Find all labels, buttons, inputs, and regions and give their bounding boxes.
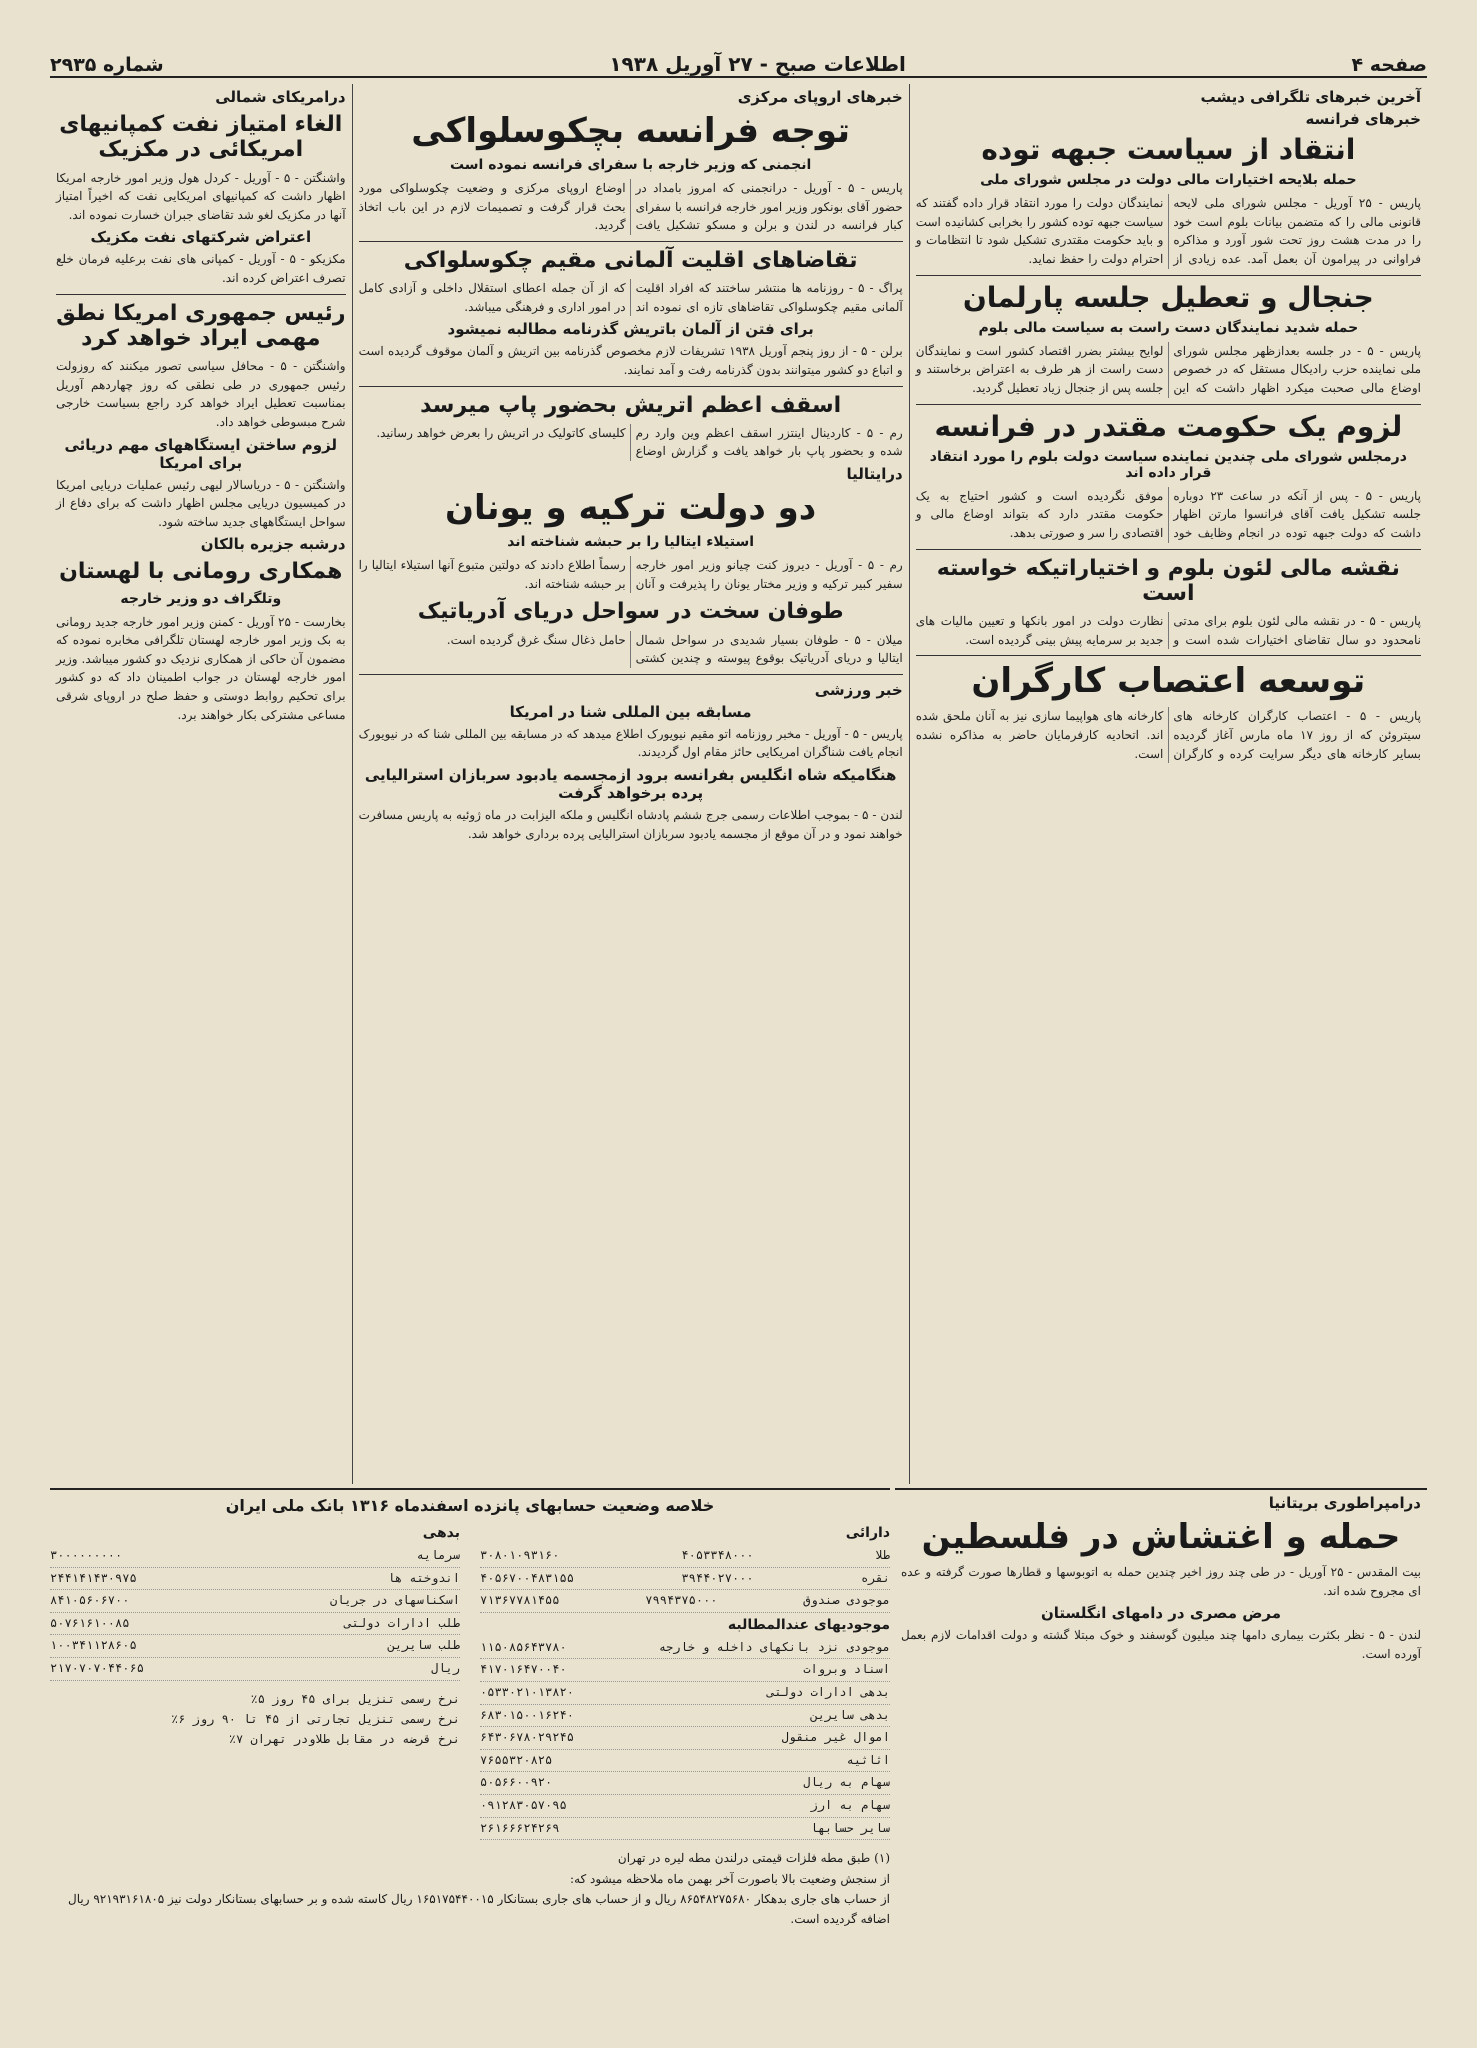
headline-bishop: اسقف اعظم اتریش بحضور پاپ میرسد — [420, 392, 842, 418]
row-value: ۱۱۵۰۸۵۶۴۳۷۸۰ — [480, 1639, 567, 1654]
article-romania-poland: بخارست - ۲۵ آوریل - کمنن وزیر امور خارجه جدید رومانی به بک وزیر امور خارجه لهستان تلگرافی مخابره نموده که مضمون آن حاکی از همکاری نزدیک دو کشور میباشد. وزیر امور خارجه لهستان در جواب اطمینان داد که دو کشور برای تحکیم روابط دوستی و حفظ صلح در اروپای شرقی مساعی مشترکی بکار خواهند برد. — [56, 614, 346, 722]
headline-naval-stations: لزوم ساختن ایستگاههای مهم دریائی برای امریکا — [64, 435, 338, 472]
article-swimming: پاریس - ۵ - آوریل - مخبر روزنامه اتو مقیم نیویورک اطلاع میدهد که در مسابقه بین المللی شنا که در نیویورک انجام یافت شناگران امریکایی حائز مقام اول گردیدند. — [358, 726, 903, 760]
divider — [916, 275, 1421, 276]
row-label: سایر حسابها — [810, 1820, 890, 1835]
table-row — [480, 1795, 890, 1818]
table-row — [480, 1568, 890, 1591]
british-empire-section — [895, 1488, 1427, 2010]
page-number: صفحه ۴ — [1351, 54, 1427, 76]
headline-romania-poland: همکاری رومانی با لهستان — [59, 559, 343, 585]
liabilities-side — [50, 1521, 460, 1840]
row-label: بدهی ادارات دولتی — [767, 1684, 890, 1699]
subhead-tudeh: حمله بلایحه اختیارات مالی دولت در مجلس شورای ملی — [980, 172, 1357, 189]
row-value: ۴۱۷۰۱۶۴۷۰۰۴۰ — [480, 1662, 567, 1677]
divider — [916, 404, 1421, 405]
bank-statement-title: خلاصه وضعیت حسابهای پانزده اسفندماه ۱۳۱۶ بانک ملی ایران — [225, 1496, 715, 1515]
note-line: از سنجش وضعیت بالا باصورت آخر بهمن ماه ملاحظه میشود که: — [570, 1871, 890, 1886]
right-column — [909, 84, 1427, 1484]
row-value: ۵۰۷۶۱۶۱۰۰۸۵ — [50, 1615, 130, 1630]
row-value: ۵۰۵۶۶۰۰۹۲۰ — [480, 1775, 553, 1790]
table-row — [480, 1705, 890, 1728]
article-naval-stations: واشنگتن - ۵ - دریاسالار لیهی رئیس عملیات دریایی امریکا در کمیسیون دریایی مجلس اظهار داشت که برای دفاع از سواحل ایستگاههای جدید ساخته شود. — [56, 477, 346, 529]
row-value: ۴۰۵۶۷۰۰۴۸۳۱۵۵ — [480, 1570, 574, 1585]
subhead-strong-government: درمجلس شورای ملی چندین نماینده سیاست دولت بلوم را مورد انتقاد قرار داده اند — [929, 448, 1407, 481]
table-row — [480, 1659, 890, 1682]
row-value: ۷۱۳۶۷۷۸۱۴۵۵ — [480, 1593, 560, 1608]
table-row — [480, 1750, 890, 1773]
headline-president-speech: رئیس جمهوری امریکا نطق مهمی ایراد خواهد کرد — [56, 300, 346, 351]
row-value: ۶۴۳۰۶۷۸۰۲۹۲۴۵ — [480, 1730, 574, 1745]
row-value: ۲۶۱۶۶۶۲۴۲۶۹ — [480, 1820, 560, 1835]
row-value: ۷۶۵۵۳۲۰۸۲۵ — [480, 1752, 553, 1767]
headline-workers-strike: توسعه اعتصاب کارگران — [971, 661, 1366, 702]
headline-storm: طوفان سخت در سواحل دریای آدریاتیک — [417, 599, 844, 625]
kicker-sport: خبر ورزشی — [814, 680, 903, 699]
row-value: ۸۴۱۰۵۶۰۶۷۰۰ — [50, 1593, 130, 1608]
article-storm: میلان - ۵ - طوفان بسیار شدیدی در سواحل شمال ایتالیا و دریای آدریاتیک بوقوع پیوسته و چندین کشتی حامل ذغال سنگ غرق گردیده است. — [446, 632, 903, 666]
divider — [916, 549, 1421, 550]
row-value: ۴۰۵۳۳۴۸۰۰۰ — [681, 1548, 754, 1562]
headline-strong-government: لزوم یک حکومت مقتدر در فرانسه — [934, 409, 1403, 443]
table-row — [50, 1635, 460, 1658]
row-label: اندوخته ها — [387, 1570, 460, 1585]
headline-swimming: مسابقه بین المللی شنا در امریکا — [509, 702, 752, 721]
table-row — [50, 1568, 460, 1591]
divider — [56, 294, 346, 295]
row-label: طلا — [875, 1548, 890, 1562]
kicker-north-america: درامریکای شمالی — [215, 88, 346, 106]
kicker-france: خبرهای فرانسه — [1305, 110, 1421, 128]
article-king-visit: لندن - ۵ - بموجب اطلاعات رسمی جرج ششم پادشاه انگلیس و ملکه الیزابت در ماه ژوئیه به پاریس مسافرت خواهند نمود و در آن موقع از مجسمه یادبود سربازان استرالیایی پرده برداری خواهد شد. — [358, 807, 903, 841]
kicker-central-europe: خبرهای اروپای مرکزی — [737, 88, 903, 106]
left-column — [50, 84, 352, 1484]
row-label: اسناد وبروات — [803, 1662, 890, 1677]
issue-number: شماره ۲۹۳۵ — [50, 54, 164, 76]
headline-tudeh: انتقاد از سیاست جبهه توده — [981, 133, 1356, 166]
article-passport: برلن - ۵ - از روز پنجم آوریل ۱۹۳۸ تشریفات لازم مخصوص گذرنامه بین اتریش و آلمان موقوف گردیده است و اتباع دو کشور میتوانند بدون گذرنامه رفت و آمد نمایند. — [358, 344, 903, 377]
article-livestock-disease: لندن - ۵ - نظر بکثرت بیماری دامها چند میلیون گوسفند و خوک مبتلا گشته و دولت اقدامات لازم بعمل آورده است. — [901, 1628, 1421, 1661]
headline-passport: برای فتن از آلمان باتریش گذرنامه مطالبه نمیشود — [447, 320, 814, 339]
table-row — [480, 1772, 890, 1795]
table-row — [50, 1613, 460, 1636]
article-workers-strike: پاریس - ۵ - اعتصاب کارگران کارخانه های سیتروئن که از روز ۱۷ ماه مارس آغاز گردیده بسایر کارخانه های دیگر سرایت کرده و کارگران کارخانه های هواپیما سازی نیز به آنان ملحق شده اند. اتحادیه کارفرمایان حاضر به مذاکره نشده است. — [915, 709, 1421, 761]
table-row — [480, 1682, 890, 1705]
article-oil-concession: واشنگتن - ۵ - آوریل - کردل هول وزیر امور خارجه امریکا اظهار داشت که کمپانیهای امریکایی نفت که اخیراً امتیاز آنها در مکزیک لغو شد تقاضای جبران خسارت نموده اند. — [56, 170, 346, 222]
divider — [916, 655, 1421, 656]
table-row — [50, 1590, 460, 1613]
bank-statement — [50, 1488, 890, 2010]
rates — [50, 1689, 460, 1750]
article-palestine: بیت المقدس - ۲۵ آوریل - در طی چند روز اخیر چندین حمله به اتوبوسها و قطارها صورت گرفته و عده ای مجروح شده اند. — [901, 1565, 1421, 1598]
headline-minority: تقاضاهای اقلیت آلمانی مقیم چکوسلواکی — [403, 247, 858, 273]
table-row — [50, 1545, 460, 1568]
currency-label: ریال — [431, 1660, 460, 1675]
article-parliament: پاریس - ۵ - در جلسه بعدازظهر مجلس شورای ملی نماینده حزب رادیکال مستقل که در خصوص اوضاع مالی صحبت میکرد اظهار داشت که این لوایح بیشتر بضرر اقتصاد کشور است و نمایندگان دست راست از هر طرف به اعتراض برخاستند و جلسه پس از جنجال زیاد تعطیل گردید. — [915, 343, 1421, 395]
article-bishop: رم - ۵ - کاردینال اینتزر اسقف اعظم وین وارد رم شده و بحضور پاپ بار خواهد یافت و گزارش اوضاع کلیسای کاتولیک در اتریش را بعرض خواهد رسانید. — [376, 425, 903, 459]
liabilities-title: بدهی — [422, 1525, 460, 1541]
masthead — [50, 42, 1427, 78]
kicker-balkans: درشبه جزیره بالکان — [200, 535, 346, 554]
rate-line: نرخ قرضه در مقابل طلاودر تهران ۷٪ — [228, 1732, 460, 1747]
headline-oil-protest: اعتراض شرکتهای نفت مکزیک — [90, 228, 312, 247]
row-label: طلب ادارات دولتی — [344, 1615, 460, 1630]
assets-side — [480, 1521, 890, 1840]
headline-parliament: جنجال و تعطیل جلسه پارلمان — [962, 280, 1374, 314]
row-value: ۰۵۳۳۰۲۱۰۱۳۸۲۰ — [480, 1684, 574, 1699]
total-row — [50, 1658, 460, 1681]
article-financial-plan: پاریس - ۵ - در نقشه مالی لئون بلوم برای مدتی نامحدود دو سال تقاضای اختیارات شده است و نظارت دولت در امور بانکها و تعیین مالیات های جدید بر سرمایه پیش بینی گردیده است. — [915, 614, 1421, 647]
article-tudeh: پاریس - ۲۵ آوریل - مجلس شورای ملی لایحه قانونی مالی را که متضمن بیانات بلوم است خود را در مدت هشت روز تحت شور آورد و مذاکره فراوانی در پیرامون آن بعمل آمد. عده زیادی از نمایندگان دولت را مورد انتقاد قرار داده گفتند که سیاست جبهه توده کشور را بخرابی کشانیده است و باید حکومت مقتدری تشکیل شود تا انتظامات و احترام دولت را حفظ نماید. — [915, 196, 1421, 266]
receivables-title: موجودیهای عندالمطالبه — [727, 1616, 890, 1633]
row-value: ۲۴۴۱۴۱۴۳۰۹۷۵ — [50, 1570, 137, 1585]
headline-financial-plan: نقشه مالی لئون بلوم و اختیاراتیکه خواسته است — [936, 555, 1400, 606]
row-label: طلب سایرین — [387, 1638, 460, 1653]
row-value: ۰۹۱۲۸۳۰۵۷۰۹۵ — [480, 1797, 567, 1812]
row-value: ۷۹۹۴۳۷۵۰۰۰ — [645, 1593, 718, 1608]
table-row — [480, 1590, 890, 1613]
subhead-romania-poland: وتلگراف دو وزیر خارجه — [120, 590, 282, 607]
row-label: اموال غیر منقول — [781, 1730, 890, 1745]
row-label: سهام به ارز — [810, 1797, 890, 1812]
subhead-parliament: حمله شدید نمایندگان دست راست به سیاست مالی بلوم — [978, 319, 1359, 336]
headline-turkey-greece: دو دولت ترکیه و یونان — [445, 488, 817, 529]
table-row — [480, 1637, 890, 1660]
table-row — [480, 1818, 890, 1841]
kicker-latest: آخرین خبرهای تلگرافی دیشب — [1200, 88, 1421, 106]
row-value: ۳۹۴۴۰۲۷۰۰۰ — [681, 1570, 754, 1585]
row-label: موجودی نزد بانکهای داخله و خارجه — [658, 1639, 890, 1654]
subhead-czech: انجمنی که وزیر خارجه با سفرای فرانسه نموده است — [449, 157, 812, 174]
row-label: نقره — [861, 1570, 890, 1585]
divider — [359, 386, 903, 387]
note-line: (۱) طبق مطه فلزات قیمتی درلندن مطه لیره در تهران — [617, 1851, 890, 1866]
bank-notes — [50, 1848, 890, 1930]
total-value: ۲۱۷۰۷۰۷۰۴۴۰۶۵ — [50, 1660, 144, 1675]
row-label: سهام به ریال — [803, 1775, 890, 1790]
row-value: ۱۰۰۳۴۱۱۲۸۶۰۵ — [50, 1638, 137, 1653]
article-minority: پراگ - ۵ - روزنامه ها منتشر ساختند که افراد اقلیت آلمانی مقیم چکوسلواکی تقاضاهای تازه ای نموده اند که از آن جمله اعطای استقلال داخلی و آزادی کامل در امور اداری و فرهنگی میباشد. — [358, 281, 903, 314]
headline-oil-concession: الغاء امتیاز نفت کمپانیهای امریکائی در مکزیک — [59, 112, 343, 163]
masthead-title: اطلاعات صبح - ۲۷ آوریل ۱۹۳۸ — [609, 52, 906, 76]
divider — [359, 241, 903, 242]
article-strong-government: پاریس - ۵ - پس از آنکه در ساعت ۲۳ دوباره جلسه تشکیل یافت آقای فرانسوا مارتن اظهار داشت که دولت جبهه توده در انجام وظایف خود موفق نگردیده است و کشور احتیاج به یک حکومت مقتدر دارد که بتواند اوضاع مالی و اقتصادی را سر و صورتی بدهد. — [915, 488, 1421, 540]
note-line: از حساب های جاری بدهکار ۸۶۵۴۸۲۷۵۶۸۰ ریال و از حساب های جاری بستانکار ۱۶۵۱۷۵۴۴۰۰۱۵ ریال کاسته شده و بر حسابهای بستانکار دولت نیز ۹۲۱۹۳۱۶۱۸۰۵ ریال اضافه گردیده است. — [68, 1891, 890, 1927]
columns — [50, 84, 1427, 1484]
row-value: ۶۸۳۰۱۵۰۰۱۶۲۴۰ — [480, 1707, 574, 1722]
row-value: ۳۰۸۰۱۰۹۳۱۶۰ — [480, 1548, 560, 1562]
middle-column — [352, 84, 909, 1484]
article-czech: پاریس - ۵ - آوریل - درانجمنی که امروز بامداد در حضور آقای بونکور وزیر امور خارجه فرانسه با سفرای کبار فرانسه در لندن و برلن و مسکو تشکیل یافت اوضاع اروپای مرکزی و وضعیت چکوسلواکی مورد بحث قرار گرفت و تصمیمات لازم در این باب اتخاذ گردید. — [358, 181, 903, 233]
kicker-british-empire: درامپراطوری بریتانیا — [1268, 1494, 1421, 1512]
rate-line: نرخ رسمی تنزیل تجارتی از ۴۵ تا ۹۰ روز ۶٪ — [170, 1711, 460, 1726]
balance-table — [50, 1521, 890, 1840]
rate-line: نرخ رسمی تنزیل برای ۴۵ روز ۵٪ — [250, 1691, 460, 1706]
row-label: بدهی سایرین — [810, 1707, 890, 1722]
headline-czech: توجه فرانسه بچکوسلواکی — [411, 111, 851, 151]
headline-livestock-disease: مرض مصری در دامهای انگلستان — [1040, 1604, 1281, 1623]
table-row — [480, 1727, 890, 1750]
divider — [359, 674, 903, 675]
row-value: ۳۰۰۰۰۰۰۰۰۰ — [50, 1548, 123, 1562]
subhead-turkey-greece: استیلاء ایتالیا را بر حبشه شناخته اند — [507, 534, 755, 551]
row-label: اثاثیه — [846, 1752, 890, 1767]
article-oil-protest: مکزیکو - ۵ - آوریل - کمپانی های نفت برعلیه فرمان خلع تصرف اعتراض کرده اند. — [56, 252, 346, 285]
kicker-italy: درایتالیا — [846, 465, 903, 484]
assets-title: دارائی — [845, 1525, 890, 1541]
row-label: موجودی صندوق — [803, 1593, 890, 1608]
headline-palestine: حمله و اغتشاش در فلسطین — [921, 1517, 1401, 1557]
headline-king-visit: هنگامیکه شاه انگلیس بفرانسه برود ازمجسمه یادبود سربازان استرالیایی پرده برخواهد گرفت — [364, 765, 897, 802]
article-turkey-greece: رم - ۵ - آوریل - دیروز کنت چیانو وزیر امور خارجه سفیر کبیر ترکیه و وزیر مختار یونان را پذیرفت و آنان رسماً اطلاع دادند که دولتین متبوع آنها استیلاء ایتالیا را بر حبشه شناخته اند. — [358, 558, 903, 591]
row-label: سرمایه — [416, 1548, 460, 1562]
table-row — [480, 1545, 890, 1568]
row-label: اسکناسهای در جریان — [329, 1593, 460, 1608]
article-president-speech: واشنگتن - ۵ - محافل سیاسی تصور میکنند که روزولت رئیس جمهوری در طی نطقی که روز چهاردهم آوریل بمناسبت تعطیل ایراد خواهد کرد راجع بسیاست خارجی شرح مبسوطی خواهد داد. — [56, 359, 346, 429]
